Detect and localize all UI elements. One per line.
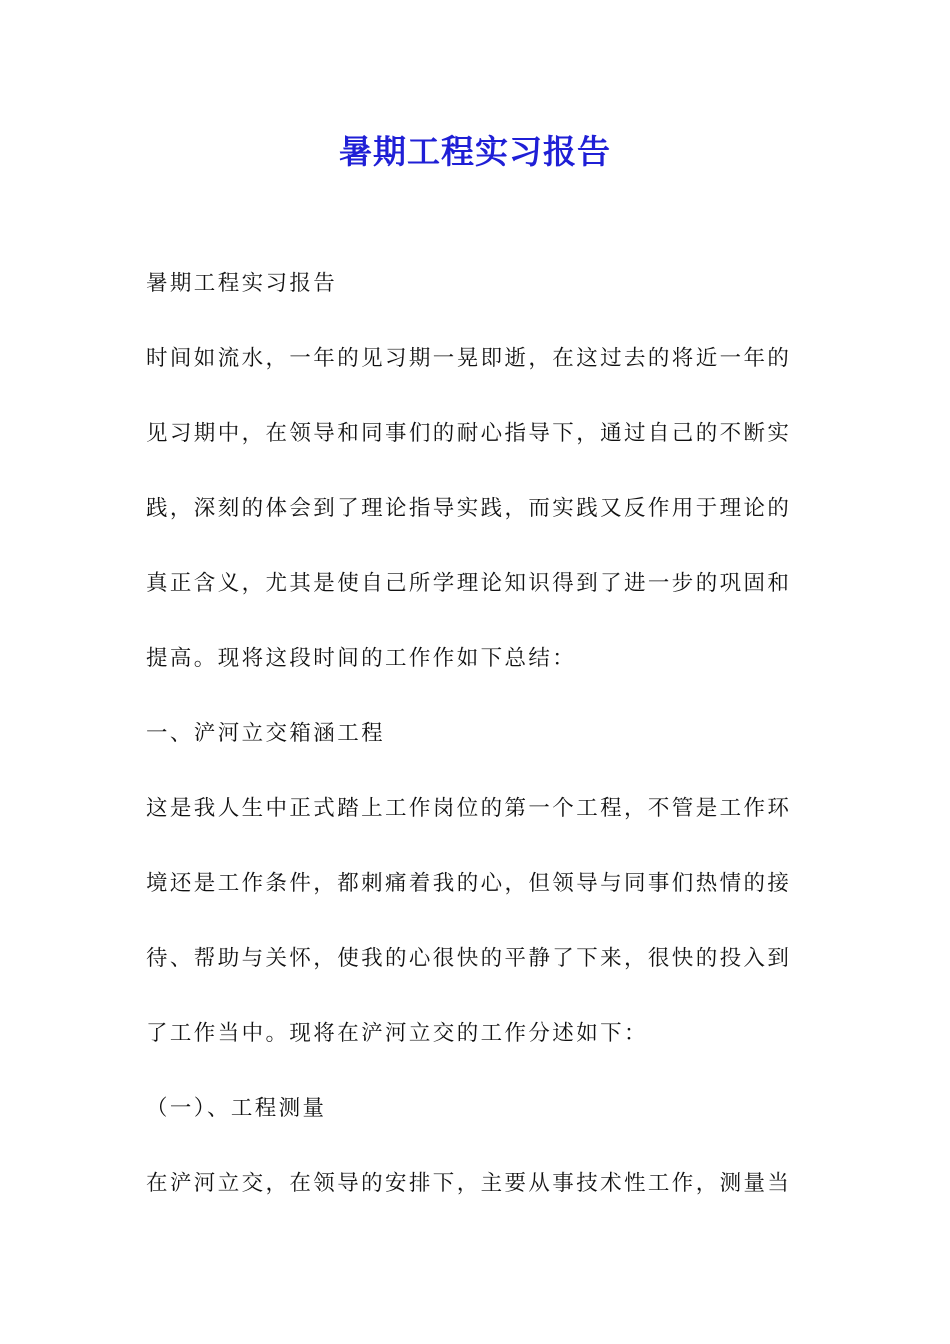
text-line: 了工作当中。现将在浐河立交的工作分述如下： — [146, 1021, 648, 1046]
text-line: 见习期中，在领导和同事们的耐心指导下，通过自己的不断实 — [146, 421, 792, 446]
text-line: 在浐河立交，在领导的安排下，主要从事技术性工作，测量当 — [146, 1171, 792, 1196]
text-line: 暑期工程实习报告 — [146, 271, 338, 296]
document-title: 暑期工程实习报告 — [339, 132, 611, 171]
section-heading: 一、浐河立交箱涵工程 — [146, 721, 386, 746]
subsection-heading: （一）、工程测量 — [146, 1096, 327, 1121]
text-line: 这是我人生中正式踏上工作岗位的第一个工程，不管是工作环 — [146, 796, 792, 821]
text-line: 待、帮助与关怀，使我的心很快的平静了下来，很快的投入到 — [146, 946, 792, 971]
text-line: 践，深刻的体会到了理论指导实践，而实践又反作用于理论的 — [146, 496, 792, 521]
text-line: 提高。现将这段时间的工作作如下总结： — [146, 646, 577, 671]
text-line: 时间如流水，一年的见习期一晃即逝，在这过去的将近一年的 — [146, 346, 792, 371]
document-body — [146, 262, 806, 1237]
text-line: 境还是工作条件，都刺痛着我的心，但领导与同事们热情的接 — [146, 871, 792, 896]
text-line: 真正含义，尤其是使自己所学理论知识得到了进一步的巩固和 — [146, 571, 792, 596]
